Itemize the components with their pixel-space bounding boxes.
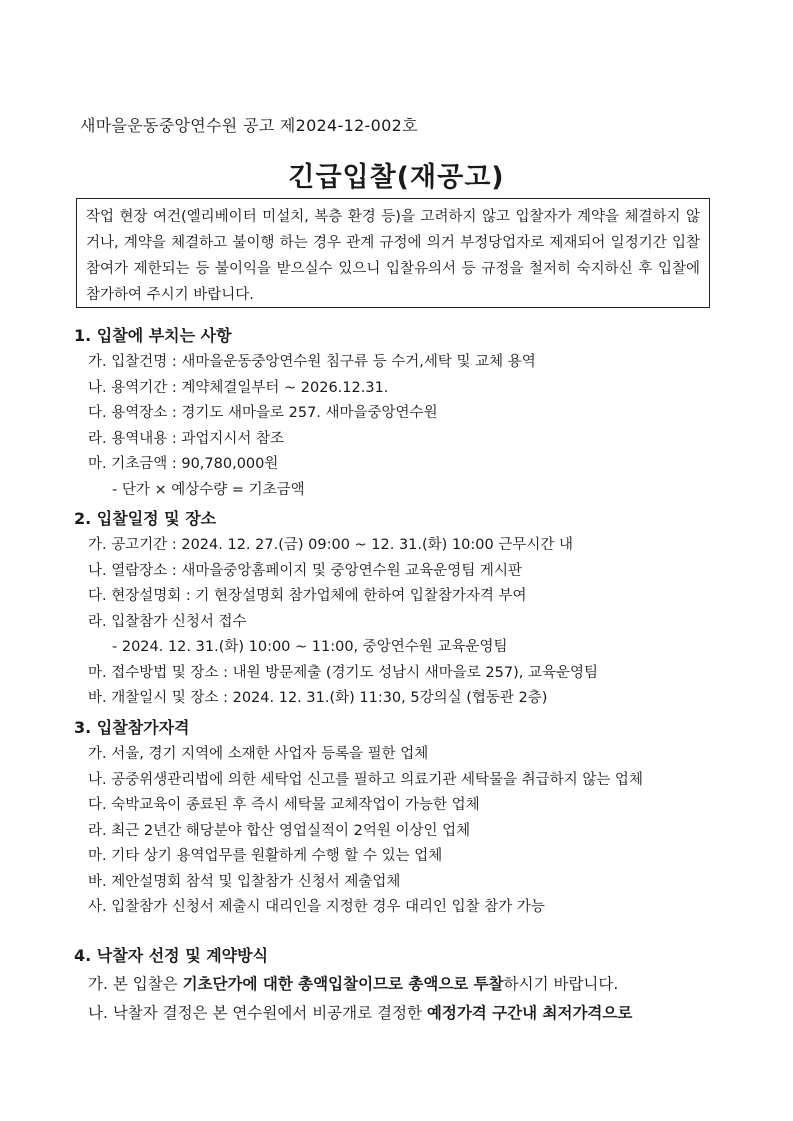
text-emphasis: 기초단가에 대한 총액입찰이므로 총액으로 투찰 xyxy=(182,975,504,993)
section-heading: 4. 낙찰자 선정 및 계약방식 xyxy=(74,946,269,965)
section-heading: 1. 입찰에 부치는 사항 xyxy=(74,326,232,345)
list-item: 가. 서울, 경기 지역에 소재한 사업자 등록을 필한 업체 xyxy=(88,746,429,762)
list-item: 마. 접수방법 및 장소 : 내원 방문제출 (경기도 성남시 새마을로 257), 교육운영팀 xyxy=(88,664,598,681)
list-item: 마. 기초금액 : 90,780,000원 xyxy=(88,456,279,472)
list-item xyxy=(74,970,632,999)
text-normal: 하시기 바랍니다. xyxy=(503,975,619,993)
list-item: 바. 제안설명회 참석 및 입찰참가 신청서 제출업체 xyxy=(88,873,401,890)
notice-number: 새마을운동중앙연수원 공고 제2024-12-002호 xyxy=(80,116,418,135)
list-item: - 2024. 12. 31.(화) 10:00 ~ 11:00, 중앙연수원 교육운영팀 xyxy=(112,639,508,655)
text-emphasis: 예정가격 구간내 최저가격으로 xyxy=(426,1004,633,1022)
text-normal: 나. 낙찰자 결정은 본 연수원에서 비공개로 결정한 xyxy=(88,1004,427,1022)
list-item: 라. 최근 2년간 해당분야 합산 영업실적이 2억원 이상인 업체 xyxy=(88,822,471,839)
warning-box: 작업 현장 여건(엘리베이터 미설치, 복층 환경 등)을 고려하지 않고 입찰자가 계약을 체결하지 않거나, 계약을 체결하고 불이행 하는 경우 관계 규정에 의거 부정당업자로 제재되어 일정기간 입찰참여가 제한되는 등 불이익을 받으실수 있으니 입찰유의서 등 규정을 철저히 숙지하신 후 입찰에 참가하여 주시기 바랍니다. xyxy=(76,198,710,308)
section-heading: 2. 입찰일정 및 장소 xyxy=(74,509,217,528)
list-item: 다. 용역장소 : 경기도 새마을로 257. 새마을중앙연수원 xyxy=(88,405,438,421)
list-item: 가. 입찰건명 : 새마을운동중앙연수원 침구류 등 수거,세탁 및 교체 용역 xyxy=(88,354,536,370)
list-item: 다. 현장설명회 : 기 현장설명회 참가업체에 한하여 입찰참가자격 부여 xyxy=(88,588,527,604)
list-item: 사. 입찰참가 신청서 제출시 대리인을 지정한 경우 대리인 입찰 참가 가능 xyxy=(88,899,545,915)
list-item xyxy=(74,999,632,1028)
text-normal: 가. 본 입찰은 xyxy=(88,975,183,993)
list-item: 바. 개찰일시 및 장소 : 2024. 12. 31.(화) 11:30, 5강의실 (협동관 2층) xyxy=(88,690,548,706)
section-heading: 3. 입찰참가자격 xyxy=(74,718,190,737)
list-item: 나. 용역기간 : 계약체결일부터 ~ 2026.12.31. xyxy=(88,379,389,396)
list-item: - 단가 × 예상수량 = 기초금액 xyxy=(112,481,305,498)
list-item: 라. 용역내용 : 과업지시서 참조 xyxy=(88,430,285,447)
list-item: 마. 기타 상기 용역업무를 원활하게 수행 할 수 있는 업체 xyxy=(88,848,443,864)
section-eligibility xyxy=(74,714,768,921)
section-bid-items xyxy=(74,322,536,503)
section-award-method xyxy=(74,942,632,1028)
list-item: 라. 입찰참가 신청서 접수 xyxy=(88,613,247,630)
page-title: 긴급입찰(재공고) xyxy=(288,162,505,193)
section-schedule xyxy=(74,505,598,712)
list-item: 가. 공고기간 : 2024. 12. 27.(금) 09:00 ~ 12. 31.(화) 10:00 근무시간 내 xyxy=(88,537,573,553)
list-item: 나. 공중위생관리법에 의한 세탁업 신고를 필하고 의료기관 세탁물을 취급하지 않는 업체 xyxy=(88,771,643,788)
list-item: 다. 숙박교육이 종료된 후 즉시 세탁물 교체작업이 가능한 업체 xyxy=(88,797,480,813)
list-item: 나. 열람장소 : 새마을중앙홈페이지 및 중앙연수원 교육운영팀 게시판 xyxy=(88,562,522,579)
